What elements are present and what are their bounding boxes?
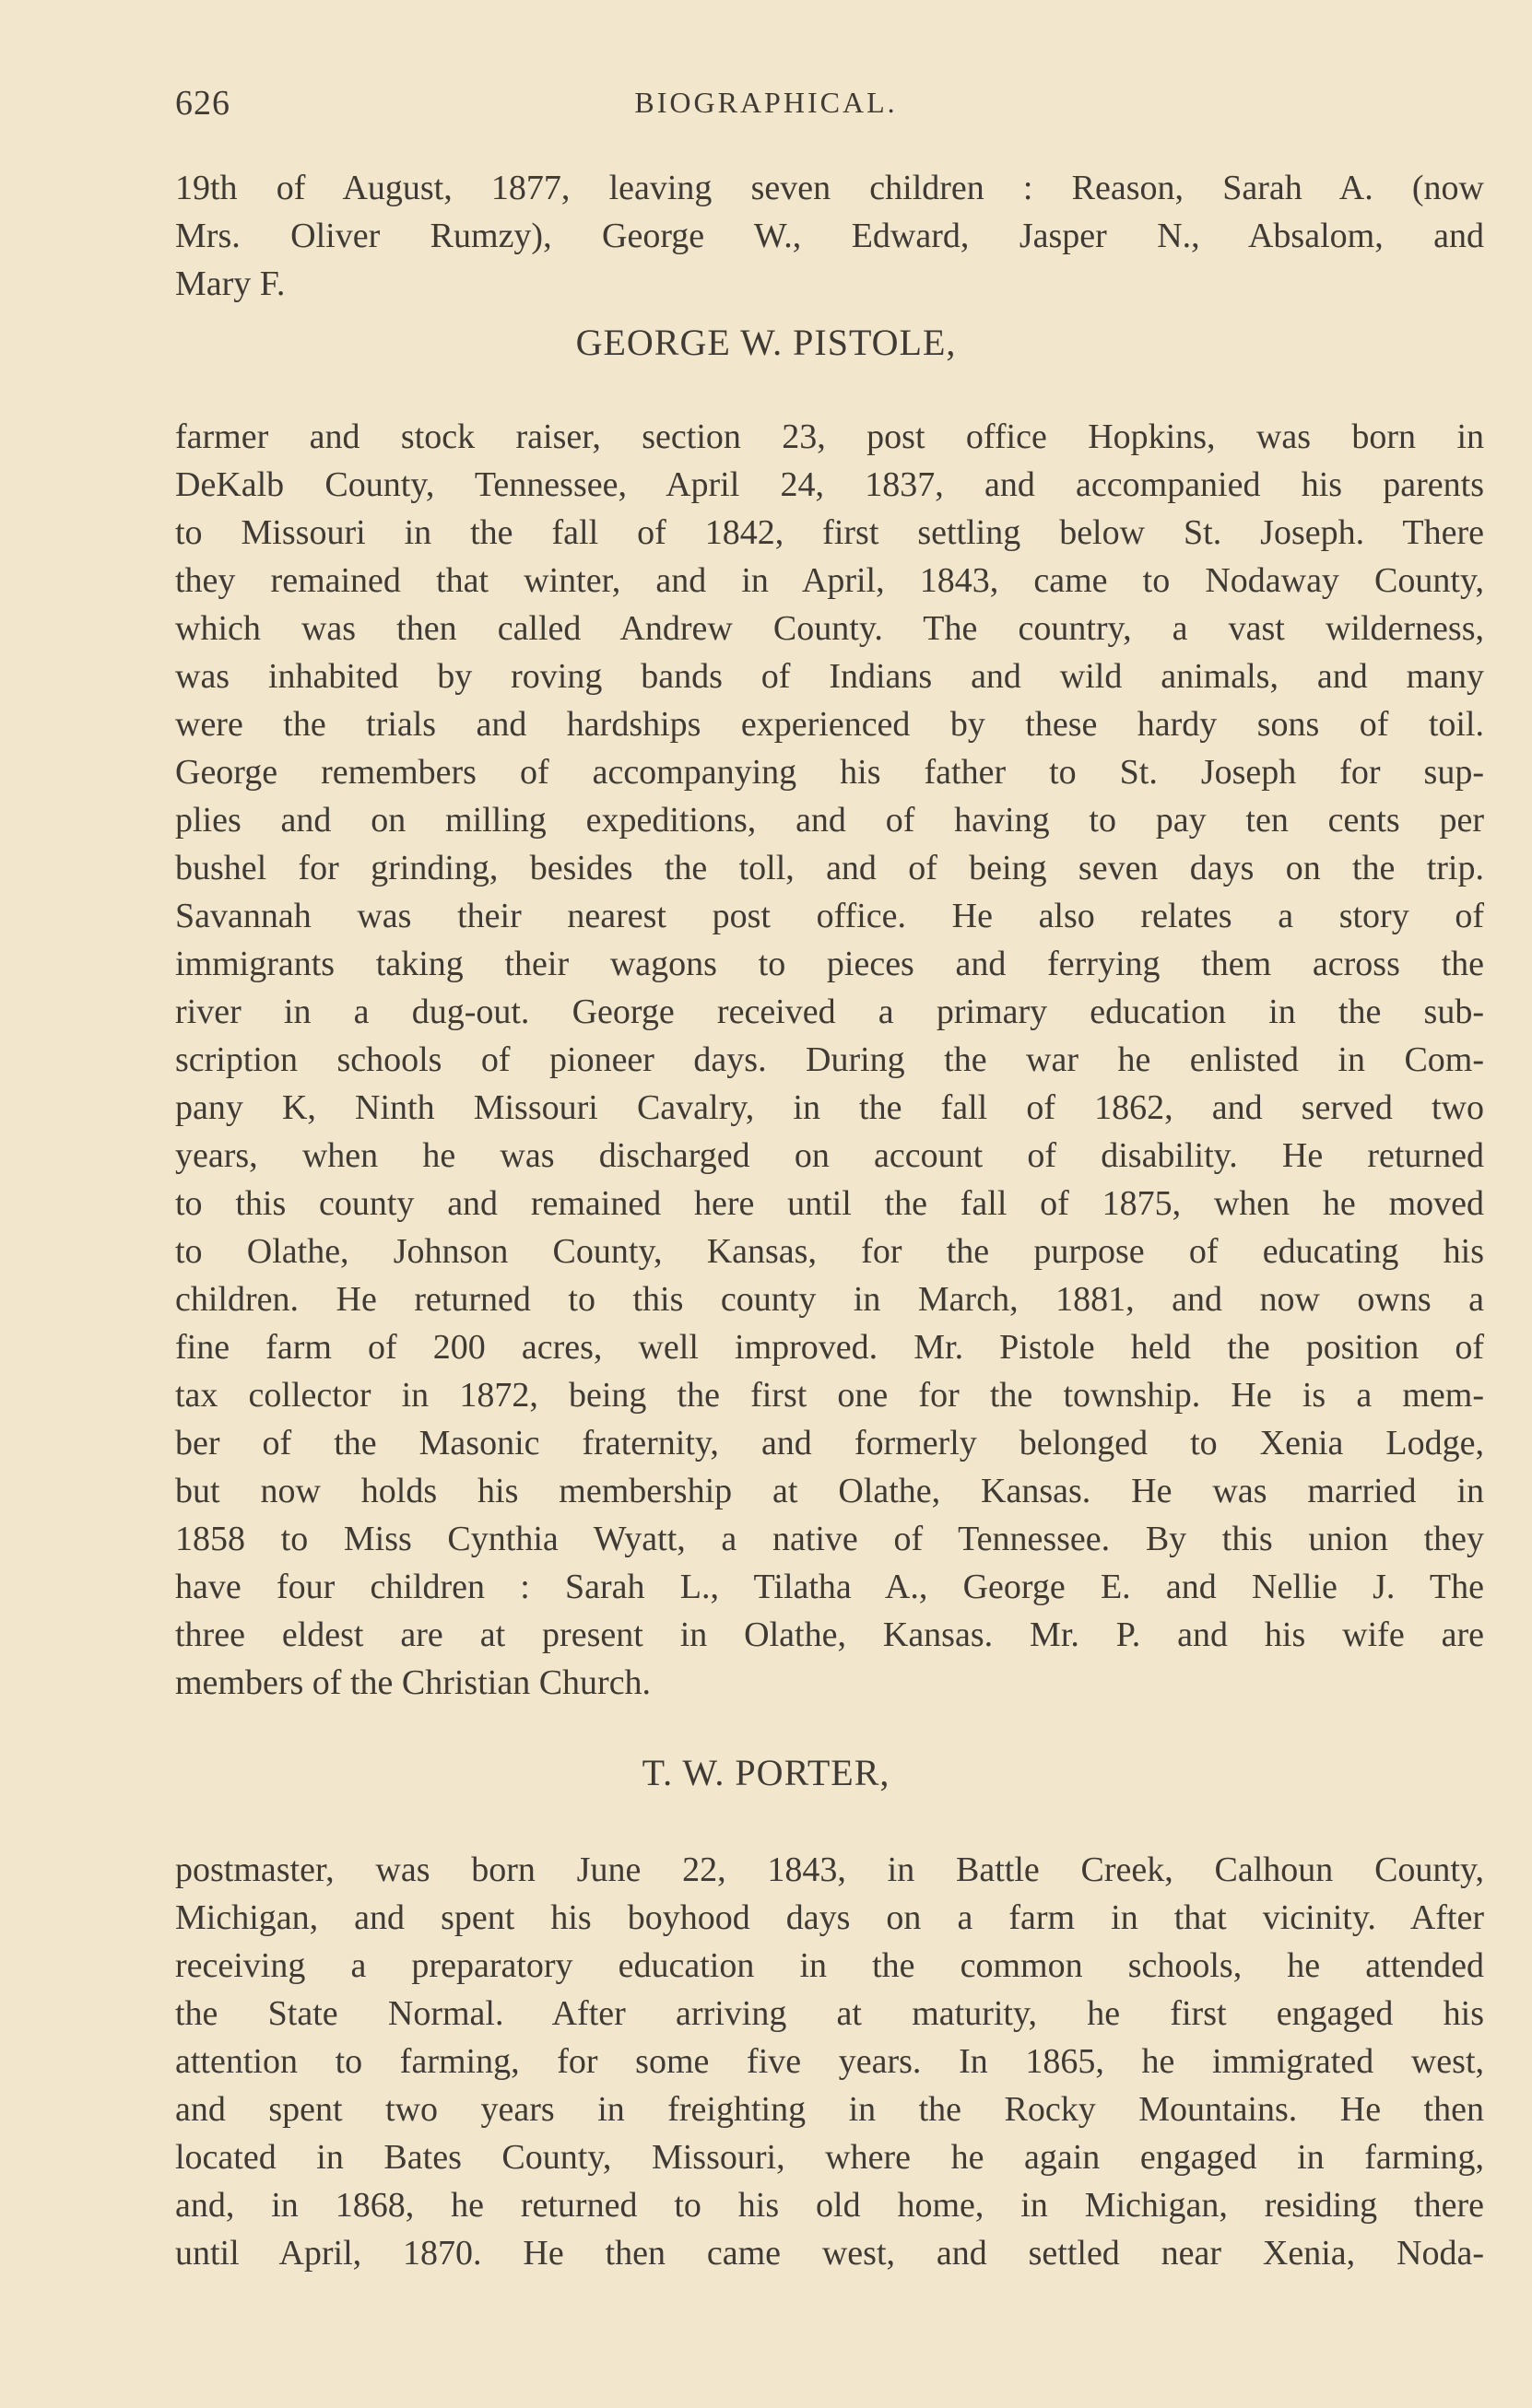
text-line: to this county and remained here until the fall of 1875, when he moved	[175, 1184, 1484, 1223]
intro-paragraph	[175, 164, 1484, 308]
text-line: to Missouri in the fall of 1842, first settling below St. Joseph. There	[175, 513, 1484, 552]
page-number: 626	[175, 84, 230, 123]
text-line: attention to farming, for some five years. In 1865, he immigrated west,	[175, 2042, 1484, 2081]
text-line: but now holds his membership at Olathe, Kansas. He was married in	[175, 1472, 1484, 1510]
text-line: pany K, Ninth Missouri Cavalry, in the fall of 1862, and served two	[175, 1088, 1484, 1127]
entry-heading: GEORGE W. PISTOLE,	[575, 322, 957, 363]
text-line: scription schools of pioneer days. During the war he enlisted in Com-	[175, 1040, 1484, 1079]
running-title: BIOGRAPHICAL.	[634, 86, 898, 119]
text-line: to Olathe, Johnson County, Kansas, for the purpose of educating his	[175, 1232, 1484, 1271]
text-line: plies and on milling expeditions, and of having to pay ten cents per	[175, 801, 1484, 840]
text-line: three eldest are at present in Olathe, Kansas. Mr. P. and his wife are	[175, 1615, 1484, 1654]
text-line: 19th of August, 1877, leaving seven children : Reason, Sarah A. (now	[175, 169, 1484, 207]
text-line: and, in 1868, he returned to his old home, in Michigan, residing there	[175, 2186, 1484, 2225]
text-line: receiving a preparatory education in the common schools, he attended	[175, 1946, 1484, 1985]
text-line: river in a dug-out. George received a primary education in the sub-	[175, 993, 1484, 1031]
text-line: Michigan, and spent his boyhood days on a farm in that vicinity. After	[175, 1898, 1484, 1937]
text-line: Mrs. Oliver Rumzy), George W., Edward, Jasper N., Absalom, and	[175, 217, 1484, 255]
text-line: years, when he was discharged on account of disability. He returned	[175, 1136, 1484, 1175]
text-line: located in Bates County, Missouri, where he again engaged in farming,	[175, 2138, 1484, 2177]
text-line: immigrants taking their wagons to pieces and ferrying them across the	[175, 945, 1484, 983]
text-line: they remained that winter, and in April, 1843, came to Nodaway County,	[175, 561, 1484, 600]
text-line: the State Normal. After arriving at maturity, he first engaged his	[175, 1994, 1484, 2033]
text-line: members of the Christian Church.	[175, 1663, 652, 1702]
entry-paragraph	[175, 1846, 1484, 2277]
text-line: was inhabited by roving bands of Indians and wild animals, and many	[175, 657, 1484, 696]
text-line: tax collector in 1872, being the first one for the township. He is a mem-	[175, 1376, 1484, 1415]
text-line: children. He returned to this county in March, 1881, and now owns a	[175, 1280, 1484, 1319]
text-line: Mary F.	[175, 264, 286, 303]
text-line: fine farm of 200 acres, well improved. Mr. Pistole held the position of	[175, 1328, 1484, 1367]
text-line: DeKalb County, Tennessee, April 24, 1837, and accompanied his parents	[175, 465, 1484, 504]
page-header	[0, 83, 1532, 129]
text-line: Savannah was their nearest post office. He also relates a story of	[175, 897, 1484, 935]
entry-paragraph	[175, 413, 1484, 1707]
text-line: 1858 to Miss Cynthia Wyatt, a native of Tennessee. By this union they	[175, 1520, 1484, 1558]
text-line: were the trials and hardships experienced by these hardy sons of toil.	[175, 705, 1484, 744]
text-line: which was then called Andrew County. The country, a vast wilderness,	[175, 609, 1484, 648]
text-line: ber of the Masonic fraternity, and formerly belonged to Xenia Lodge,	[175, 1424, 1484, 1462]
text-line: and spent two years in freighting in the Rocky Mountains. He then	[175, 2090, 1484, 2129]
entry-heading: T. W. PORTER,	[642, 1752, 890, 1793]
text-line: farmer and stock raiser, section 23, post office Hopkins, was born in	[175, 417, 1484, 456]
text-line: until April, 1870. He then came west, and settled near Xenia, Noda-	[175, 2234, 1484, 2273]
text-line: bushel for grinding, besides the toll, and of being seven days on the trip.	[175, 849, 1484, 887]
text-line: postmaster, was born June 22, 1843, in Battle Creek, Calhoun County,	[175, 1850, 1484, 1889]
text-line: George remembers of accompanying his father to St. Joseph for sup-	[175, 753, 1484, 792]
text-line: have four children : Sarah L., Tilatha A., George E. and Nellie J. The	[175, 1568, 1484, 1606]
